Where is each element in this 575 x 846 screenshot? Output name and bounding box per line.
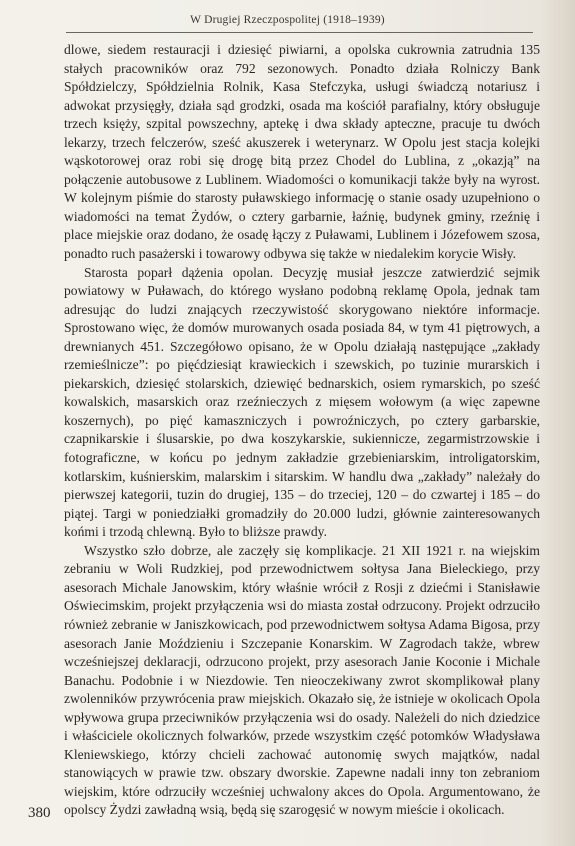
page-number: 380 bbox=[28, 805, 51, 821]
paragraph-3: Wszystko szło dobrze, ale zaczęły się komplikacje. 21 XII 1921 r. na wiejskim zebraniu w Woli Rudzkiej, pod przewodnictwem sołtysa Jana Bieleckiego, przy asesorach Michale Janowskim, który właśnie wrócił z Rosji z dziećmi i Stanisławie Oświecimskim, projekt przyłączenia wsi do miasta został odrzucony. Projekt odrzuciło również zebranie w Janiszkowicach, pod przewodnictwem sołtysa Adama Bigosa, przy asesorach Janie Moździeniu i Szczepanie Konarskim. W Zagrodach także, wbrew wcześniejszej deklaracji, odrzucono projekt, przy asesorach Janie Koconie i Michale Banachu. Podobnie i w Niezdowie. Ten nieoczekiwany zwrot skomplikował plany zwolenników przywrócenia praw miejskich. Okazało się, że istnieje w okolicach Opola wpływowa grupa przeciwników przyłączenia wsi do osady. Należeli do nich dziedzice i właściciele okolicznych folwarków, przede wszystkim część potomków Władysława Kleniewskiego, którzy chcieli zachować autonomię swych majątków, nadal stanowiących w prawie tzw. obszary dworskie. Zapewne nadali inny ton zebraniom wiejskim, które odrzuciły wcześniej uchwalony akces do Opola. Argumentowano, że opolscy Żydzi zawładną wsią, będą się szarogęsić w nowym mieście i okolicach. bbox=[64, 542, 540, 818]
paragraph-1: dlowe, siedem restauracji i dziesięć piwiarni, a opolska cukrownia zatrudnia 135 stałych pracowników oraz 792 sezonowych. Ponadto działa Rolniczy Bank Spółdzielczy, Spółdzielnia Rolnik, Kasa Stefczyka, usługi świadczą notariusz i adwokat przysięgły, działa sąd grodzki, osada ma kościół parafialny, który obsługuje trzech księży, szpital powszechny, aptekę i dwa składy apteczne, pracuje tu dwóch lekarzy, trzech felczerów, sześć akuszerek i weterynarz. W Opolu jest stacja kolejki wąskotorowej oraz robi się drogę bitą przez Chodel do Lublina, z „okazją” na połączenie autobusowe z Lublinem. Wiadomości o komunikacji także były na wyrost. W kolejnym piśmie do starosty puławskiego informację o stanie osady uzupełniono o wiadomości na temat Żydów, o cztery garbarnie, łaźnię, budynek gminy, rzeźnię i place miejskie oraz dodano, że osadę łączy z Puławami, Lublinem i Józefowem szosa, ponadto ruch pasażerski i towarowy odbywa się także w niedalekim korycie Wisły. bbox=[64, 42, 540, 262]
running-header: W Drugiej Rzeczpospolitej (1918–1939) bbox=[190, 14, 385, 26]
paragraph-2: Starosta poparł dążenia opolan. Decyzję musiał jeszcze zatwierdzić sejmik powiatowy w Puławach, do którego wysłano podobną reklamę Opola, jednak tam adresując do ludzi znających rzeczywistość skorygowano niektóre informacje. Sprostowano więc, że domów murowanych osada posiada 84, w tym 41 piętrowych, a drewnianych 451. Szczegółowo opisano, że w Opolu działają następujące „zakłady rzemieślnicze”: po pięćdziesiąt krawieckich i szewskich, po tuzinie murarskich i piekarskich, dziesięć stolarskich, dziewięć bednarskich, osiem rymarskich, po sześć kowalskich, masarskich oraz rzeźnieczych z mięsem wołowym (a więc zapewne koszernych), po pięć kamaszniczych i powroźniczych, po cztery garbarskie, czapnikarskie i ślusarskie, po dwa koszykarskie, sukiennicze, zegarmistrzowskie i fotograficzne, w końcu po jednym zakładzie grzebieniarskim, introligatorskim, kotlarskim, kuśnierskim, malarskim i sitarskim. W handlu dwa „zakłady” należały do pierwszej kategorii, tuzin do drugiej, 135 – do trzeciej, 120 – do czwartej i 185 – do piątej. Targi w poniedziałki gromadziły do 20.000 ludzi, głównie zainteresowanych końmi i trzodą chlewną. Było to bliższe prawdy. bbox=[64, 264, 540, 540]
header-rule bbox=[66, 32, 533, 33]
body-text bbox=[64, 41, 540, 820]
